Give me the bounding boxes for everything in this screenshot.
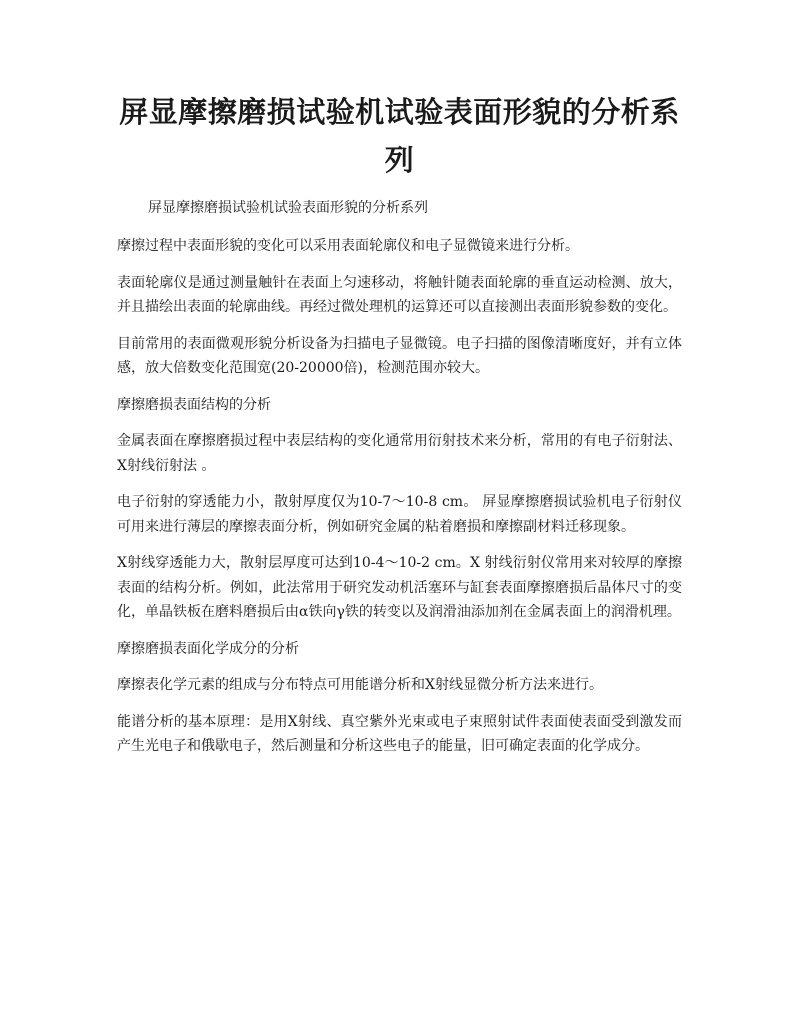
paragraph-element-analysis: 摩擦表化学元素的组成与分布特点可用能谱分析和X射线显微分析方法来进行。 (117, 677, 603, 693)
paragraph-electron-diffraction: 电子衍射的穿透能力小，散射厚度仅为10-7～10-8 cm。 屏显摩擦磨损试验机电子衍射仪可用来进行薄层的摩擦表面分析，例如研究金属的粘着磨损和摩擦副材料迁移现象。 (117, 494, 682, 535)
document-page (117, 88, 682, 771)
paragraph-diffraction: 金属表面在摩擦磨损过程中表层结构的变化通常用衍射技术来分析，常用的有电子衍射法、X射线衍射法 。 (117, 433, 682, 474)
paragraph-surface-morphology: 摩擦过程中表面形貌的变化可以采用表面轮廓仪和电子显微镜来进行分析。 (117, 238, 579, 254)
paragraph-spectroscopy: 能谱分析的基本原理：是用X射线、真空紫外光束或电子束照射试件表面使表面受到激发而产生光电子和俄歇电子，然后测量和分析这些电子的能量，旧可确定表面的化学成分。 (117, 713, 682, 754)
document-title: 屏显摩擦磨损试验机试验表面形貌的分析系列 (119, 95, 680, 177)
section-heading-structure: 摩擦磨损表面结构的分析 (117, 396, 271, 413)
section-heading-chemistry: 摩擦磨损表面化学成分的分析 (117, 640, 299, 657)
document-subtitle: 屏显摩擦磨损试验机试验表面形貌的分析系列 (148, 200, 428, 216)
paragraph-xray-diffraction: X射线穿透能力大，散射层厚度可达到10-4～10-2 cm。X 射线衍射仪常用来对较厚的摩擦表面的结构分析。例如，此法常用于研究发动机活塞环与缸套表面摩擦磨损后晶体尺寸的变化，单晶铁板在磨料磨损后由α铁向γ铁的转变以及润滑油添加剂在金属表面上的润滑机理。 (117, 555, 682, 620)
paragraph-sem: 目前常用的表面微观形貌分析设备为扫描电子显微镜。电子扫描的图像清晰度好，并有立体感，放大倍数变化范围宽(20-20000倍)，检测范围亦较大。 (117, 335, 682, 376)
paragraph-profilometer: 表面轮廓仪是通过测量触针在表面上匀速移动，将触针随表面轮廓的垂直运动检测、放大，并且描绘出表面的轮廓曲线。再经过微处理机的运算还可以直接测出表面形貌参数的变化。 (117, 274, 682, 315)
